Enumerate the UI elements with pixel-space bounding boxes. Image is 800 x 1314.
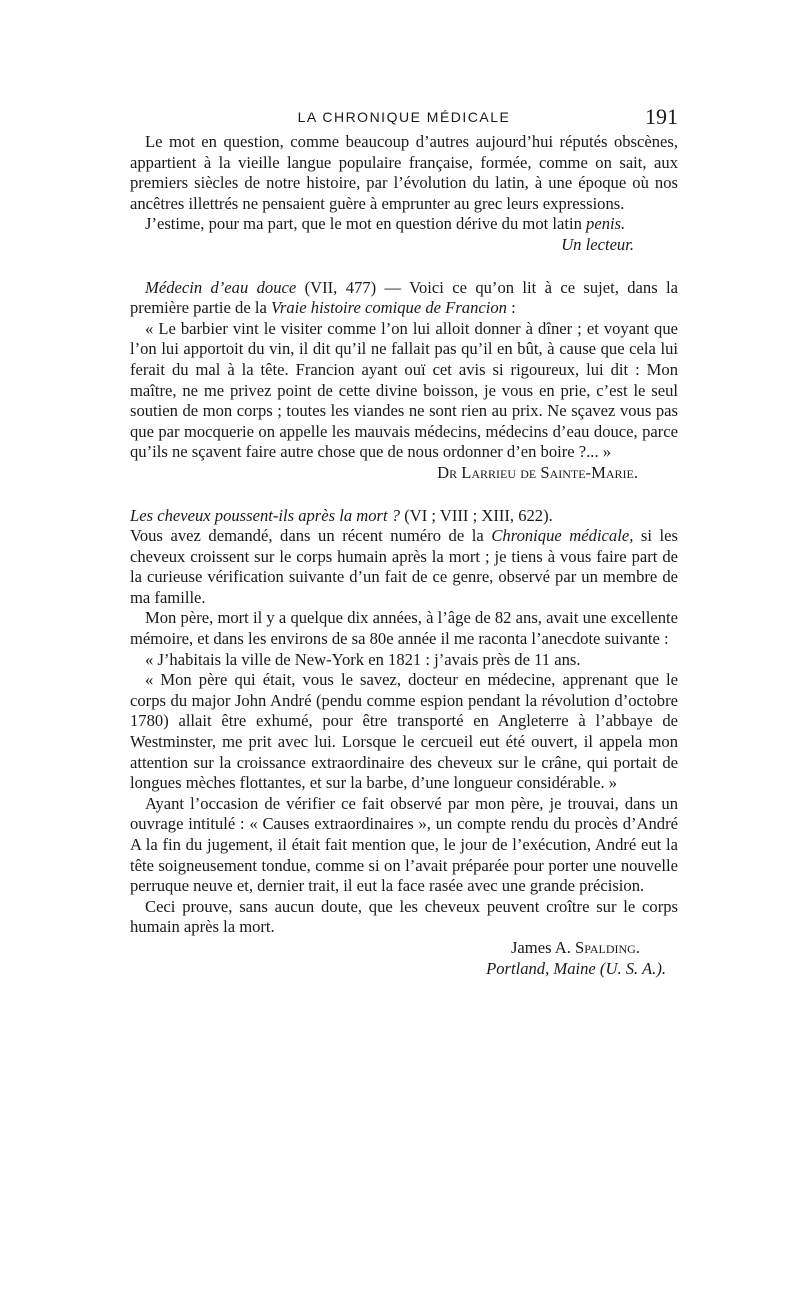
paragraph-text: — Voici ce qu’on lit à ce sujet, dans la première partie de la <box>130 277 679 318</box>
book-title: Vraie histoire comique de Francion <box>270 298 507 318</box>
paragraph <box>130 214 678 235</box>
paragraph: « J’habitais la ville de New-York en 1821 : j’avais près de 11 ans. <box>145 649 581 669</box>
signature-title: Dr <box>437 462 458 482</box>
paragraph-text: J’estime, pour ma part, que le mot en question dérive du mot latin <box>145 214 582 234</box>
paragraph-text: Vous avez demandé, dans un récent numéro de la <box>130 526 484 546</box>
signature: Un lecteur. <box>561 234 634 254</box>
signature-name: Larrieu de Sainte-Marie. <box>461 462 638 482</box>
running-title: LA CHRONIQUE MÉDICALE <box>297 109 511 125</box>
page-header <box>130 104 678 130</box>
signature <box>130 938 678 959</box>
journal-title: Chronique médicale, <box>491 526 634 546</box>
paragraph: « Mon père qui était, vous le savez, docteur en médecine, apprenant que le corps du major John André (pendu comme espion pendant la révolution d’octobre 1780) allait être exhumé, pour être transporté en Angleterre à l’abbaye de Westminster, me prit avec lui. Lorsque le cercueil eut été ouvert, il appela mon attention sur la croissance extraordinaire des cheveux sur le crâne, qui portait de longues mèches flottantes, et sur la barbe, d’une longueur considérable. » <box>130 670 678 793</box>
paragraph-text: si les cheveux croissent sur le corps humain après la mort ; je tiens à vous faire part de la curieuse vérification suivante d’un fait de ce genre, observé par un membre de ma famille. <box>130 526 678 607</box>
page-body <box>130 132 678 979</box>
page-number: 191 <box>645 104 678 129</box>
article-title-line <box>130 506 678 527</box>
italic-term: penis. <box>586 214 626 234</box>
article-title: Médecin d’eau douce <box>145 277 297 297</box>
paragraph <box>130 526 678 608</box>
signature-first-name: James A. <box>510 937 571 957</box>
article-title: Les cheveux poussent-ils après la mort ? <box>130 505 401 525</box>
paragraph: Ceci prouve, sans aucun doute, que les cheveux peuvent croître sur le corps humain après la mort. <box>130 896 678 937</box>
signature-last-name: Spalding. <box>575 937 640 957</box>
quotation: « Le barbier vint le visiter comme l’on lui alloit donner à dîner ; et voyant que l’on lui apportoit du vin, il dit qu’il ne fallait pas qu’il en bût, à cause que cela lui ferait du mal à la tête. Francion ayant ouï cet avis si rigoureux, lui dit : Mon maître, ne me privez point de cette divine boisson, je vous en prie, c’est le seul soutien de mon corps ; toutes les viandes ne sont rien au prix. Ne sçavez vous pas que par mocquerie on appelle les mauvais médecins, médecins d’eau douce, parce qu’ils ne sçavent faire autre chose que de nous ordonner d’en boire ?... » <box>130 318 678 462</box>
article-reference: (VI ; VIII ; XIII, 622). <box>404 505 553 525</box>
article-intro <box>130 278 678 319</box>
signature <box>130 463 678 484</box>
paragraph: Mon père, mort il y a quelque dix années, à l’âge de 82 ans, avait une excellente mémoire, et dans les environs de sa 80e année il me raconta l’anecdote suivante : <box>130 608 678 649</box>
signature-place: Portland, Maine (U. S. A.). <box>486 958 666 978</box>
punctuation: : <box>511 298 516 318</box>
paragraph: Ayant l’occasion de vérifier ce fait observé par mon père, je trouvai, dans un ouvrage intitulé : « Causes extraordinaires », un compte rendu du procès d’André A la fin du jugement, il était fait mention que, le jour de l’exécution, André eut la tête soigneusement tondue, comme si on l’avait préparée pour porter une nouvelle perruque neuve et, dernier trait, il eut la face rasée avec une grande précision. <box>130 793 678 896</box>
paragraph: Le mot en question, comme beaucoup d’autres aujourd’hui réputés obscènes, appartient à la vieille langue populaire française, formée, comme on sait, aux premiers siècles de notre histoire, par l’évolution du latin, à une époque où nos ancêtres illettrés ne pensaient guère à emprunter au grec leurs expressions. <box>130 132 678 213</box>
article-reference: (VII, 477) <box>304 277 377 297</box>
